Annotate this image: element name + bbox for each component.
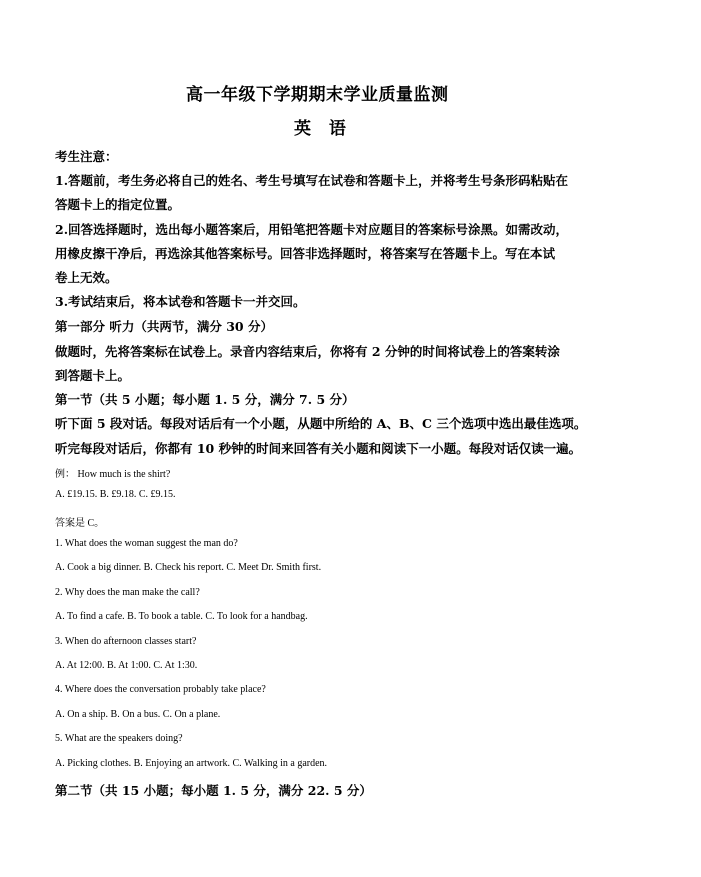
example-options: A. £19.15. B. £9.18. C. £9.15. xyxy=(55,489,176,500)
section-2-heading: 第二节（共 15 小题；每小题 1. 5 分，满分 22. 5 分） xyxy=(55,783,372,798)
notice-item-2-line-2: 用橡皮擦干净后，再选涂其他答案标号。回答非选择题时，将答案写在答题卡上。写在本试 xyxy=(55,246,556,261)
question-1: 1. What does the woman suggest the man do? xyxy=(55,538,238,549)
question-3-options: A. At 12:00. B. At 1:00. C. At 1:30. xyxy=(55,660,198,671)
section-1-heading: 第一节（共 5 小题；每小题 1. 5 分，满分 7. 5 分） xyxy=(55,392,355,407)
notice-item-2-line-3: 卷上无效。 xyxy=(55,270,118,285)
question-5-options: A. Picking clothes. B. Enjoying an artwork. C. Walking in a garden. xyxy=(55,758,328,769)
question-4: 4. Where does the conversation probably take place? xyxy=(55,684,266,695)
notice-heading: 考生注意： xyxy=(55,149,118,164)
question-3: 3. When do afternoon classes start? xyxy=(55,636,197,647)
notice-item-2-line-1: 2.回答选择题时，选出每小题答案后，用铅笔把答题卡对应题目的答案标号涂黑。如需改动， xyxy=(55,222,569,237)
question-1-options: A. Cook a big dinner. B. Check his report. C. Meet Dr. Smith first. xyxy=(55,562,322,573)
notice-item-1-line-2: 答题卡上的指定位置。 xyxy=(55,197,181,212)
example-question: 例： How much is the shirt? xyxy=(55,469,171,480)
part-1-heading: 第一部分 听力（共两节，满分 30 分） xyxy=(55,319,273,334)
subject-title: 英 语 xyxy=(294,119,352,139)
question-4-options: A. On a ship. B. On a bus. C. On a plane. xyxy=(55,709,221,720)
page-title: 高一年级下学期期末学业质量监测 xyxy=(186,85,449,105)
section-1-instruction-line-1: 听下面 5 段对话。每段对话后有一个小题，从题中所给的 A、B、C 三个选项中选出最佳选项。 xyxy=(55,416,587,431)
question-2-options: A. To find a cafe. B. To book a table. C. To look for a handbag. xyxy=(55,611,308,622)
example-answer: 答案是 C。 xyxy=(55,518,105,529)
section-1-instruction-line-2: 听完每段对话后，你都有 10 秒钟的时间来回答有关小题和阅读下一小题。每段对话仅读一遍。 xyxy=(55,441,582,456)
question-5: 5. What are the speakers doing? xyxy=(55,733,183,744)
notice-item-1-line-1: 1.答题前，考生务必将自己的姓名、考生号填写在试卷和答题卡上，并将考生号条形码粘贴在 xyxy=(55,173,569,188)
notice-item-3: 3.考试结束后，将本试卷和答题卡一并交回。 xyxy=(55,294,306,309)
part-1-instruction-line-1: 做题时，先将答案标在试卷上。录音内容结束后，你将有 2 分钟的时间将试卷上的答案转涂 xyxy=(55,344,560,359)
part-1-instruction-line-2: 到答题卡上。 xyxy=(55,368,131,383)
question-2: 2. Why does the man make the call? xyxy=(55,587,200,598)
